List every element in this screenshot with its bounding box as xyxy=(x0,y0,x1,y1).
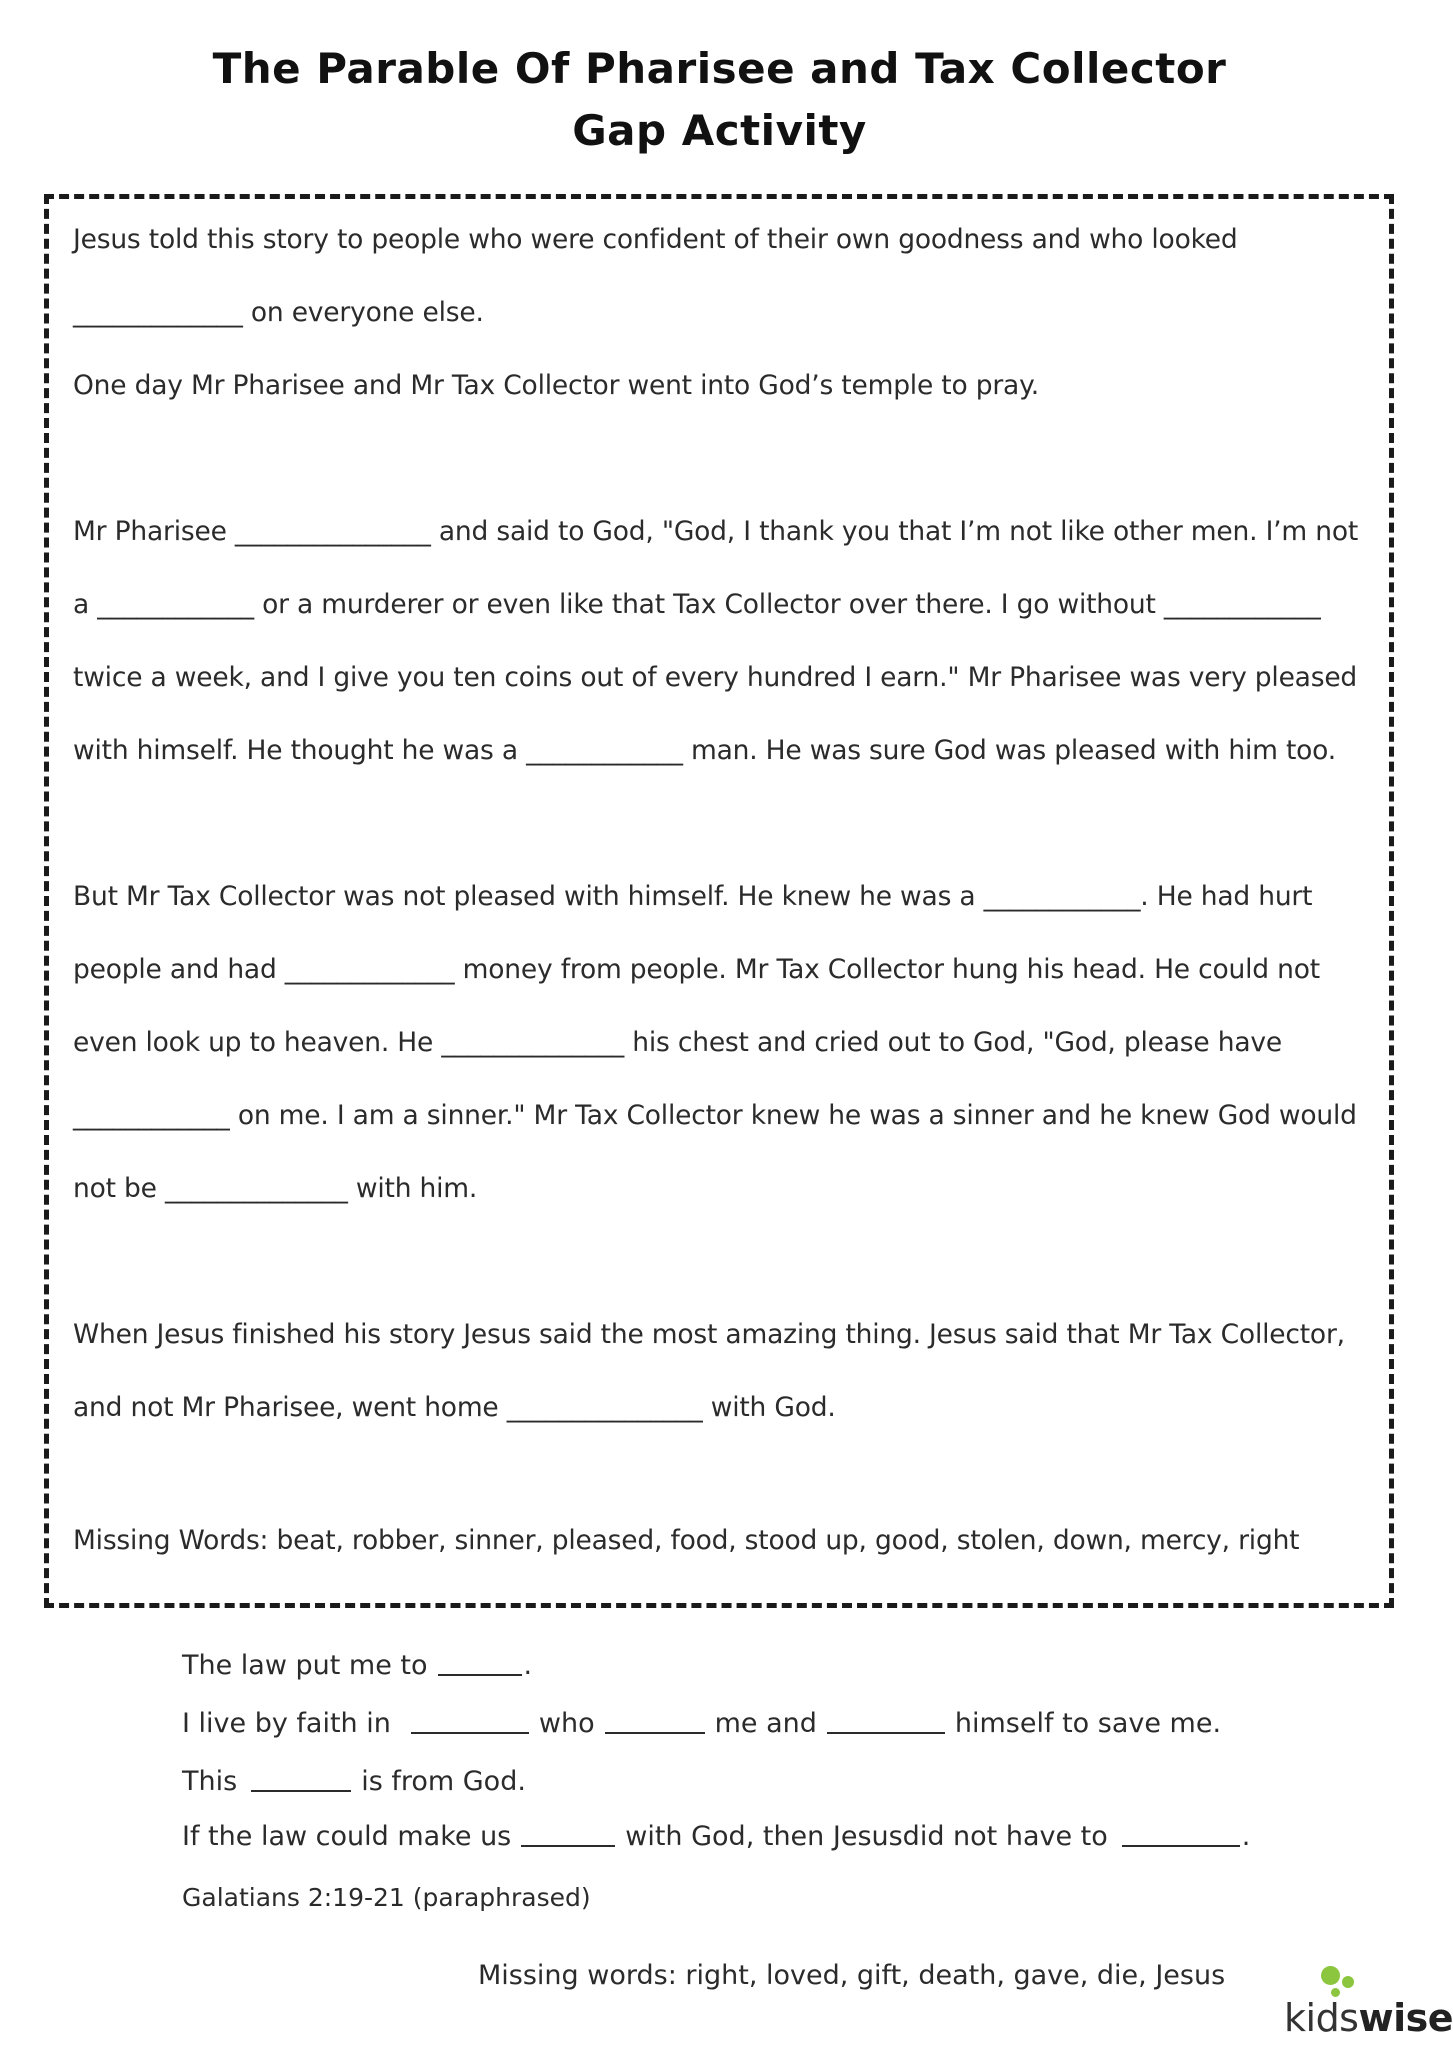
story-line: But Mr Tax Collector was not pleased with himself. He knew he was a ____________. He had hurt xyxy=(73,881,1313,912)
galatians-line-1: The law put me to . xyxy=(182,1650,533,1681)
logo-dot xyxy=(1321,1966,1340,1985)
story-line: and not Mr Pharisee, went home _______________ with God. xyxy=(73,1392,836,1423)
story-line: _____________ on everyone else. xyxy=(73,297,484,328)
story-line: ____________ on me. I am a sinner." Mr Tax Collector knew he was a sinner and he knew God would xyxy=(73,1100,1357,1131)
answer-blank[interactable] xyxy=(1122,1845,1240,1847)
story-line: When Jesus finished his story Jesus said the most amazing thing. Jesus said that Mr Tax Collector, xyxy=(73,1319,1345,1350)
story-line: Mr Pharisee _______________ and said to God, "God, I thank you that I’m not like other men. I’m not xyxy=(73,516,1359,547)
story-line: not be ______________ with him. xyxy=(73,1173,478,1204)
answer-blank[interactable] xyxy=(605,1732,705,1734)
story-line: even look up to heaven. He ______________ his chest and cried out to God, "God, please have xyxy=(73,1027,1282,1058)
story-line: with himself. He thought he was a ____________ man. He was sure God was pleased with him too. xyxy=(73,735,1336,766)
story-line: Jesus told this story to people who were confident of their own goodness and who looked xyxy=(73,224,1238,255)
scripture-reference: Galatians 2:19-21 (paraphrased) xyxy=(182,1883,591,1912)
story-missing-words: Missing Words: beat, robber, sinner, pleased, food, stood up, good, stolen, down, mercy, right xyxy=(73,1525,1300,1556)
story-line: One day Mr Pharisee and Mr Tax Collector went into God’s temple to pray. xyxy=(73,370,1040,401)
page-subtitle: Gap Activity xyxy=(572,106,867,155)
story-line: twice a week, and I give you ten coins out of every hundred I earn." Mr Pharisee was very pleased xyxy=(73,662,1358,693)
story-line: people and had _____________ money from people. Mr Tax Collector hung his head. He could not xyxy=(73,954,1320,985)
logo-dot xyxy=(1342,1976,1354,1988)
galatians-line-3: This is from God. xyxy=(182,1766,526,1797)
galatians-missing-words: Missing words: right, loved, gift, death, gave, die, Jesus xyxy=(478,1960,1226,1991)
logo-text: kidswise xyxy=(1284,1996,1453,2040)
story-line: a ____________ or a murderer or even like that Tax Collector over there. I go without ____________ xyxy=(73,589,1321,620)
answer-blank[interactable] xyxy=(438,1674,522,1676)
page-title: The Parable Of Pharisee and Tax Collector xyxy=(212,44,1227,93)
answer-blank[interactable] xyxy=(521,1845,615,1847)
galatians-line-4: If the law could make us with God, then Jesusdid not have to . xyxy=(182,1821,1251,1852)
answer-blank[interactable] xyxy=(827,1732,945,1734)
answer-blank[interactable] xyxy=(251,1790,351,1792)
answer-blank[interactable] xyxy=(411,1732,529,1734)
galatians-line-2: I live by faith in who me and himself to save me. xyxy=(182,1708,1222,1739)
kidswise-logo xyxy=(1284,1966,1453,2042)
